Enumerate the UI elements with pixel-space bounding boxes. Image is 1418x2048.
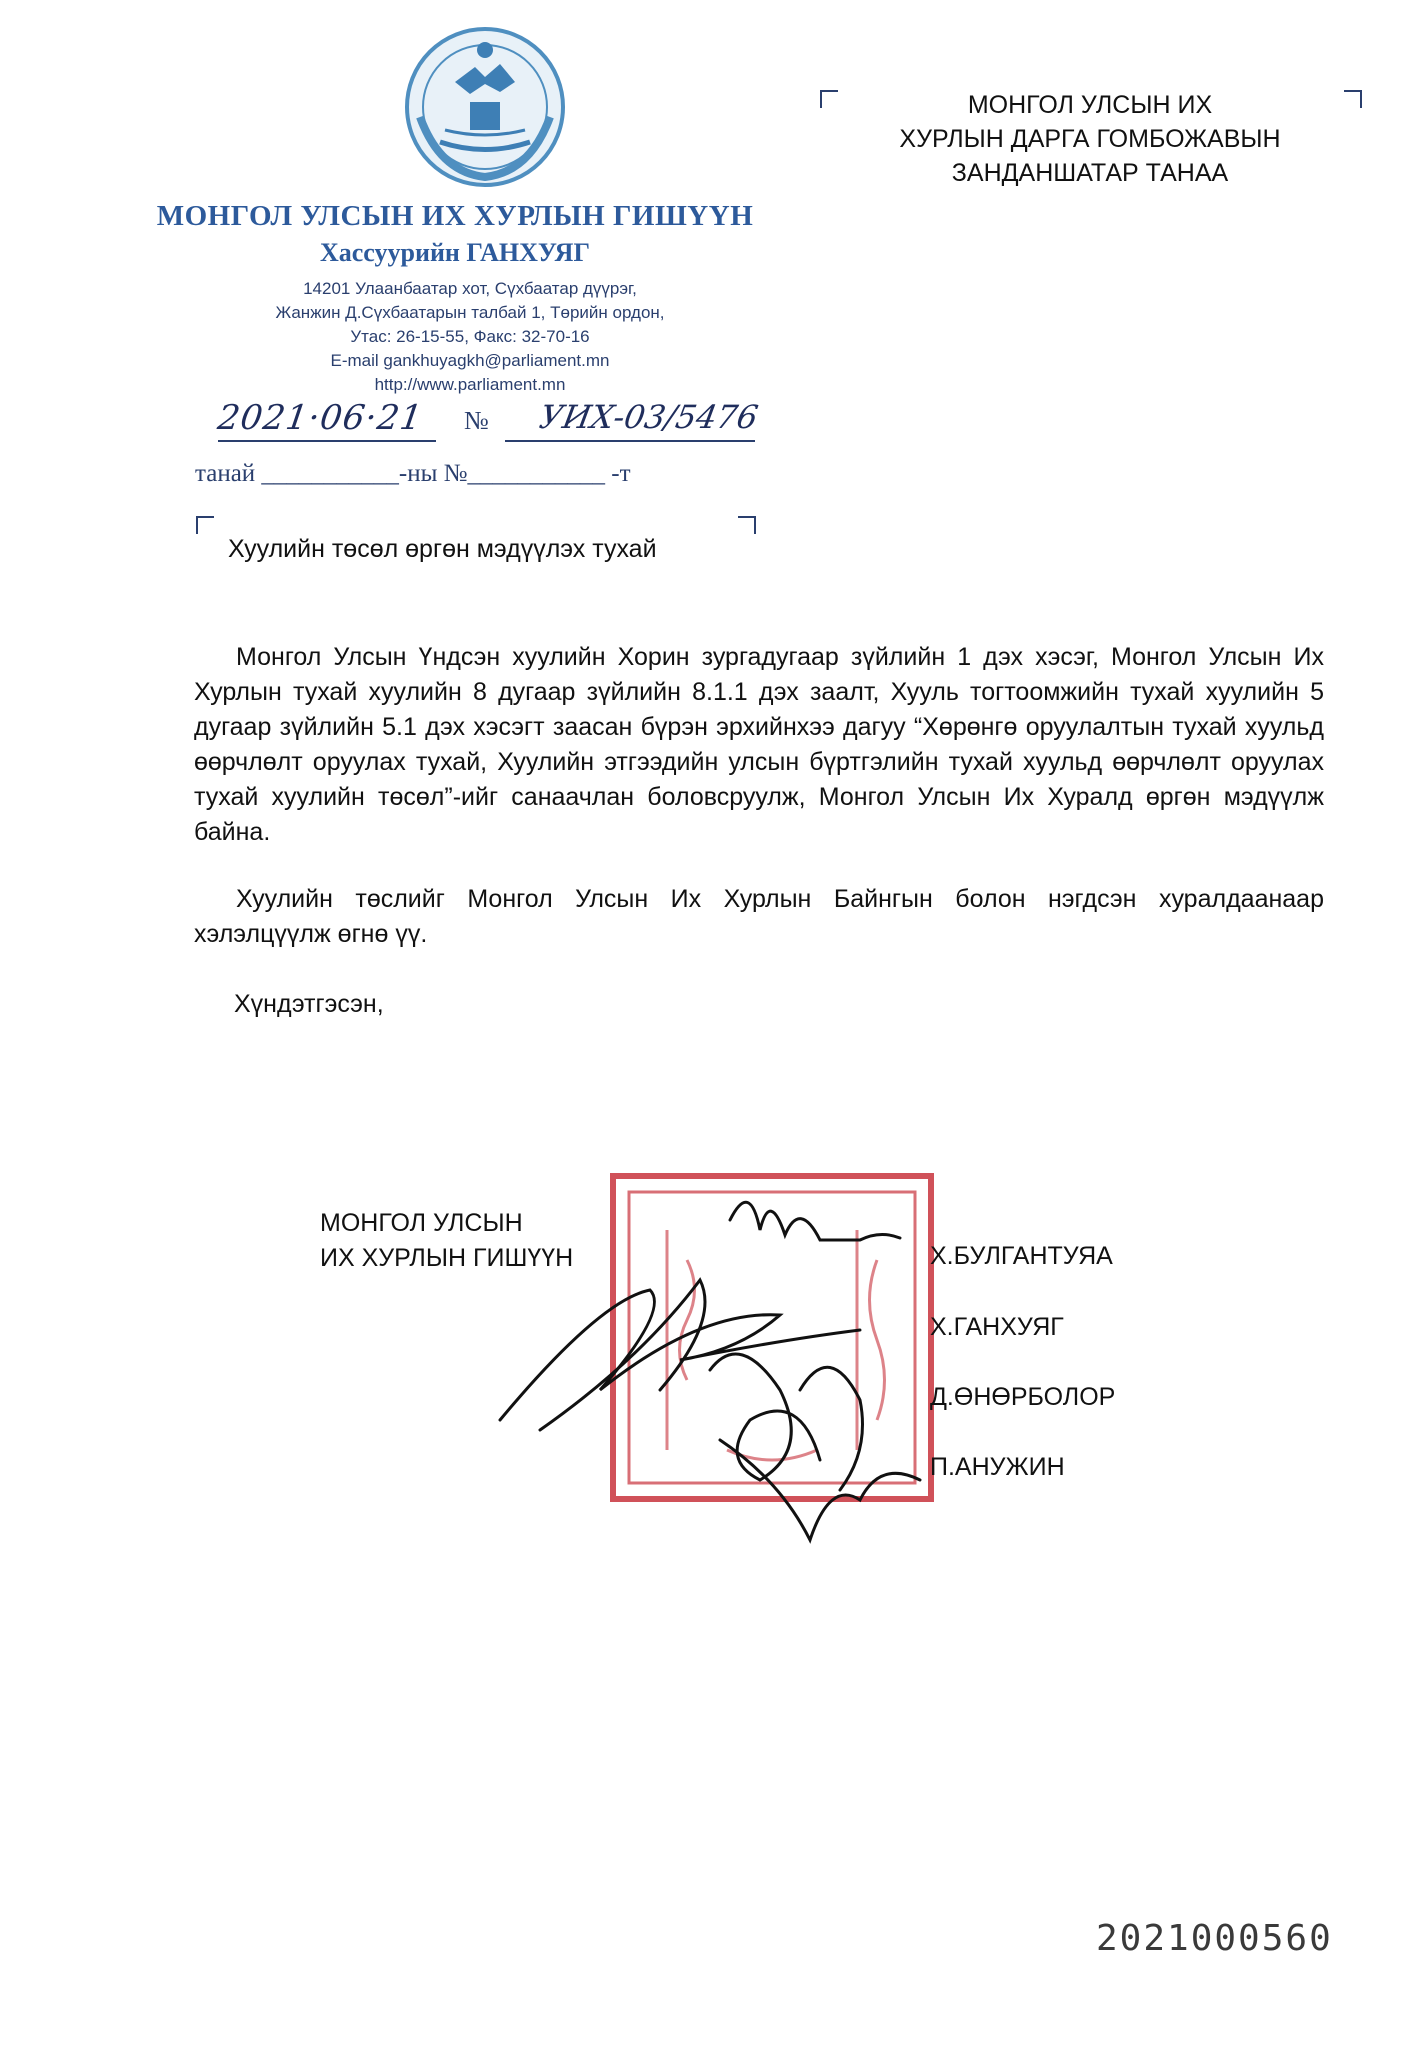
addressee-block (840, 88, 1340, 190)
addressee-line: ЗАНДАНШАТАР ТАНАА (951, 159, 1229, 187)
state-emblem-icon (400, 22, 570, 192)
signature-title (320, 1206, 573, 1276)
addressee-line: МОНГОЛ УЛСЫН ИХ (967, 91, 1213, 119)
letterhead-name: Хассуурийн ГАНХУЯГ (319, 238, 591, 267)
handwritten-date: 2021·06·21 (215, 398, 426, 438)
address-line: 14201 Улаанбаатар хот, Сүхбаатар дүүрэг, (303, 279, 637, 298)
letterhead-title: МОНГОЛ УЛСЫН ИХ ХУРЛЫН ГИШҮҮН (156, 200, 754, 232)
website-line: http://www.parliament.mn (374, 375, 566, 394)
signature-title-line: МОНГОЛ УЛСЫН (320, 1209, 523, 1237)
phone-fax-line: Утас: 26-15-55, Факс: 32-70-16 (350, 327, 590, 346)
reference-line: танай ___________-ны №___________ -т (195, 460, 631, 487)
signer-name: П.АНУЖИН (930, 1453, 1065, 1481)
number-rule (505, 440, 755, 442)
number-label: № (464, 406, 489, 435)
signature-title-line: ИХ ХУРЛЫН ГИШҮҮН (320, 1244, 574, 1272)
signer-name: Д.ӨНӨРБОЛОР (930, 1383, 1116, 1411)
subject-corner-left (196, 516, 214, 534)
document-number: 2021000560 (1096, 1918, 1333, 1959)
subject-line: Хуулийн төсөл өргөн мэдүүлэх тухай (228, 535, 657, 563)
body-paragraph-2: Хуулийн төслийг Монгол Улсын Их Хурлын Байнгын болон нэгдсэн хуралдаанаар хэлэлцүүлж өгнө үү. (194, 885, 1324, 948)
date-rule (218, 440, 436, 442)
signer-name: Х.БУЛГАНТУЯА (930, 1242, 1113, 1270)
closing-text: Хүндэтгэсэн, (234, 990, 384, 1018)
addressee-corner-right (1344, 90, 1362, 108)
signer-name: Х.ГАНХУЯГ (930, 1313, 1064, 1341)
addressee-line: ХУРЛЫН ДАРГА ГОМБОЖАВЫН (899, 125, 1281, 153)
address-line: Жанжин Д.Сүхбаатарын талбай 1, Төрийн ордон, (275, 303, 665, 322)
handwritten-number: УИХ-03/5476 (536, 398, 761, 436)
addressee-corner-left (820, 90, 838, 108)
email-line: E-mail gankhuyagkh@parliament.mn (330, 351, 610, 370)
subject-corner-right (738, 516, 756, 534)
body-paragraph-1: Монгол Улсын Үндсэн хуулийн Хорин зургадугаар зүйлийн 1 дэх хэсэг, Монгол Улсын Их Хурлын тухай хуулийн 8 дугаар зүйлийн 8.1.1 дэх заалт, Хууль тогтоомжийн тухай хуулийн 5 дугаар зүйлийн 5.1 дэх хэсэгт заасан бүрэн эрхийнхээ дагуу “Хөрөнгө оруулалтын тухай хуульд өөрчлөлт оруулах тухай, Хуулийн этгээдийн улсын бүртгэлийн тухай хуульд өөрчлөлт оруулах тухай хуулийн төсөл”-ийг санаачлан боловсруулж, Монгол Улсын Их Хуралд өргөн мэдүүлж байна. (194, 643, 1324, 846)
